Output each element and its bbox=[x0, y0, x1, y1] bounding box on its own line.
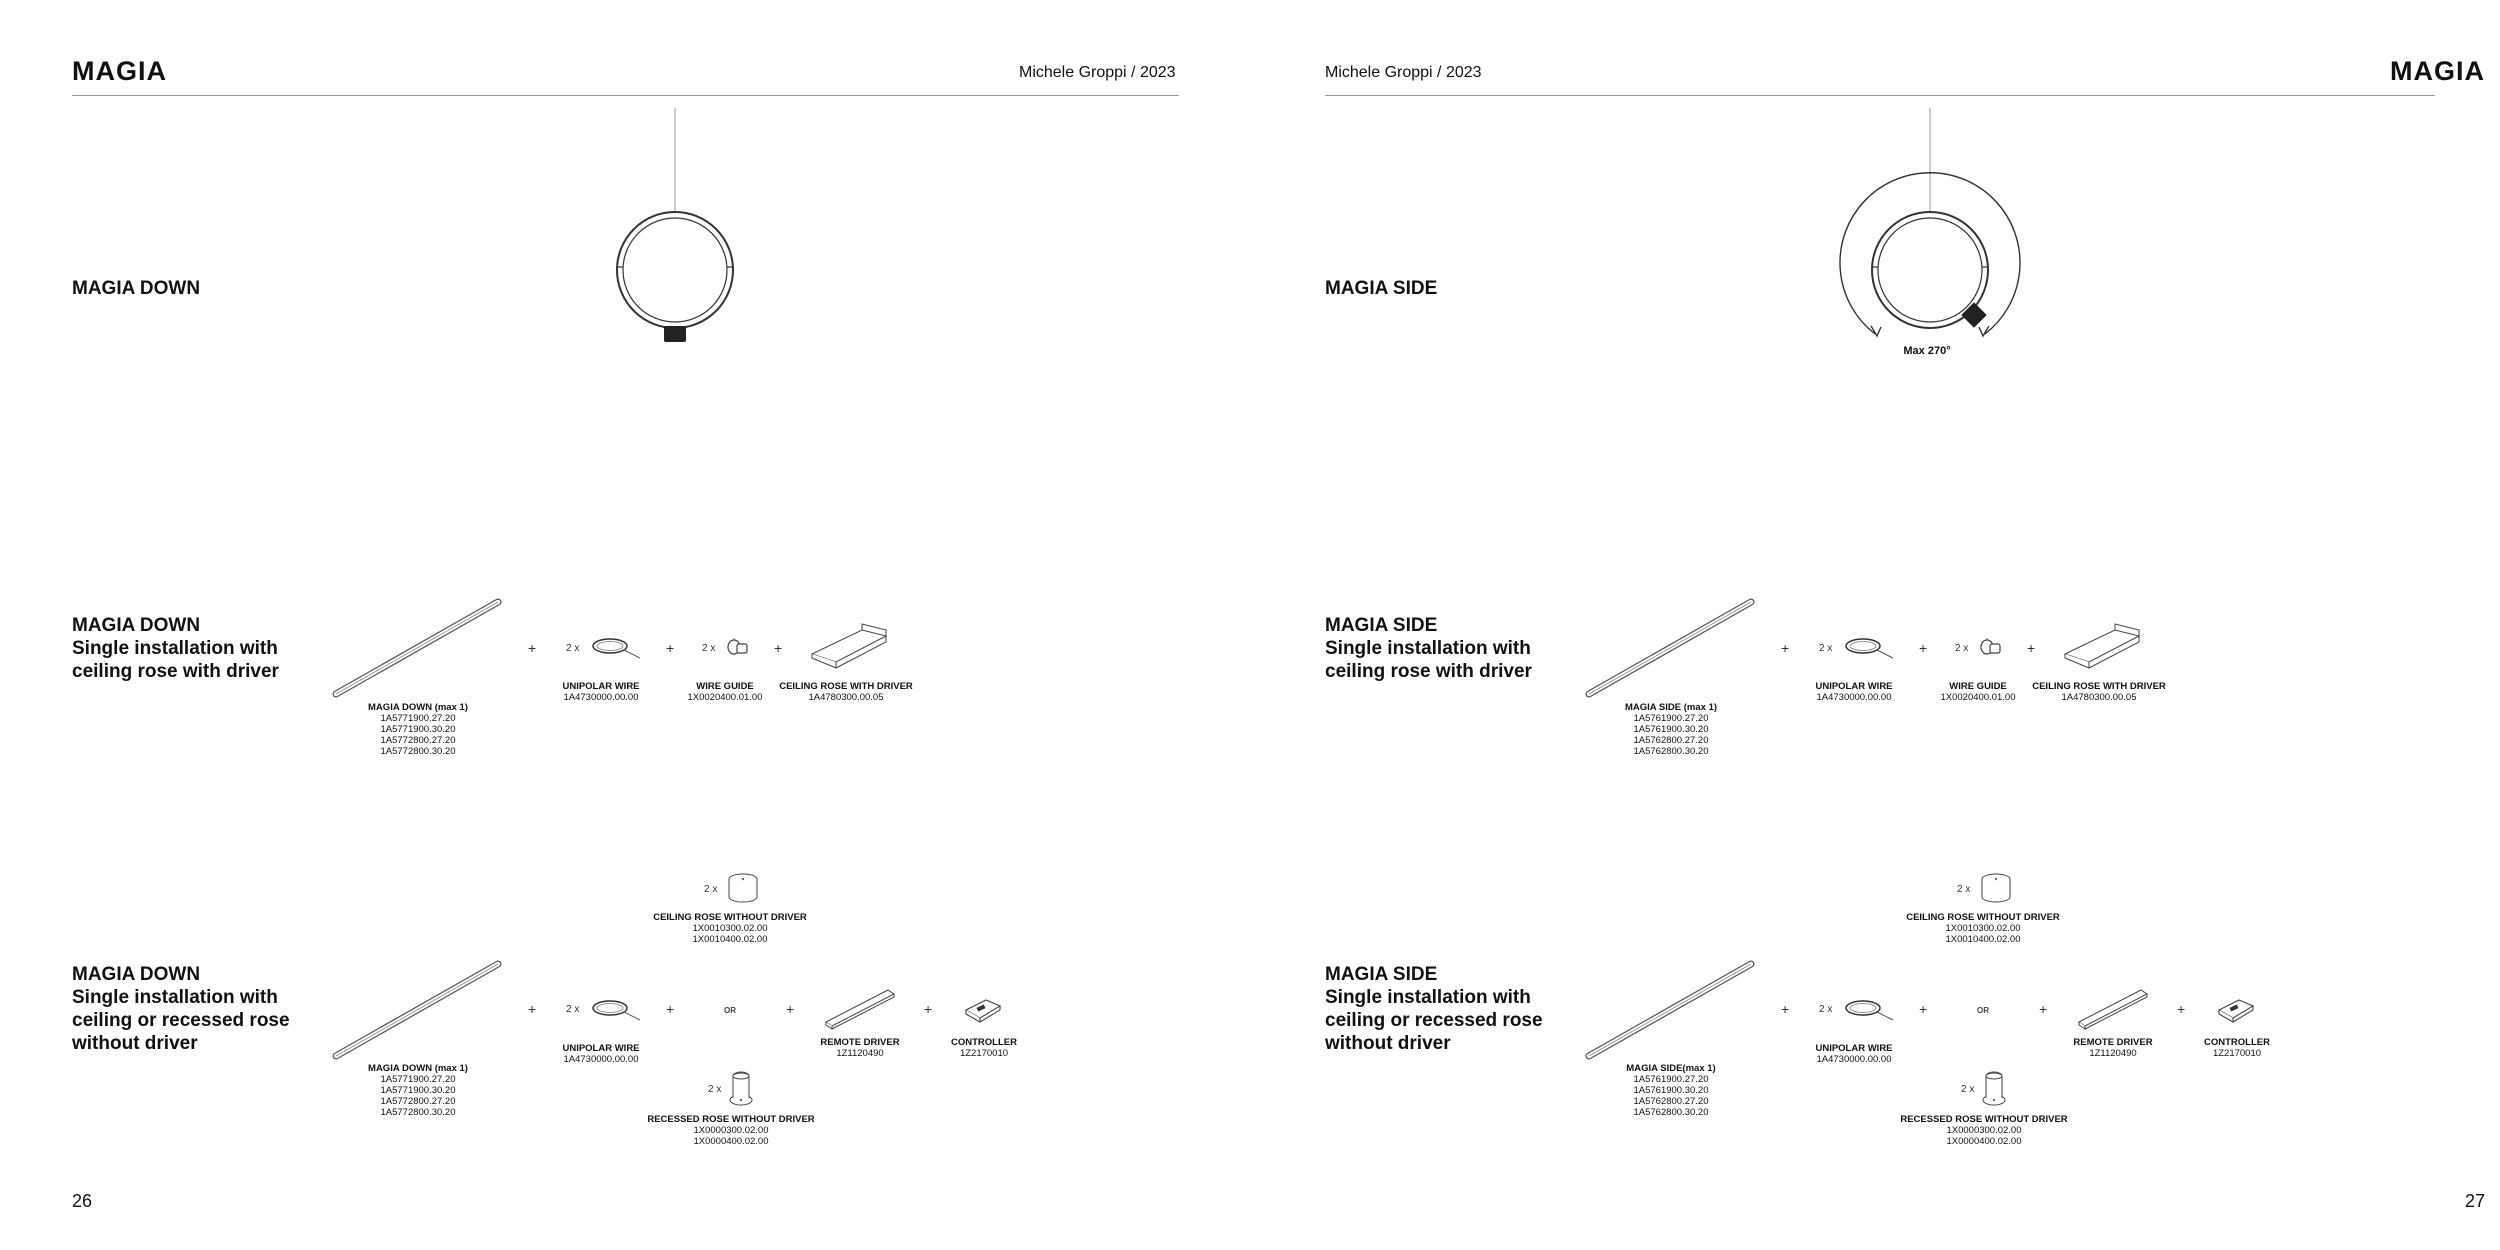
section-a-title: MAGIA SIDE Single installation with ceiling rose with driver bbox=[1325, 615, 1532, 682]
wire-guide-caption: WIRE GUIDE 1X0020400.01.00 bbox=[1940, 681, 2016, 703]
quantity-label: 2 x bbox=[566, 643, 580, 654]
quantity-label: 2 x bbox=[702, 643, 716, 654]
wire-guide-caption: WIRE GUIDE 1X0020400.01.00 bbox=[687, 681, 763, 703]
plus-sign: + bbox=[774, 640, 783, 656]
ceiling-rose-without-driver-icon bbox=[726, 872, 760, 906]
lamp-b-caption: MAGIA SIDE(max 1) 1A5761900.27.20 1A5761900.30.20 1A5762800.27.20 1A5762800.30.20 bbox=[1626, 1063, 1716, 1118]
linear-lamp-icon bbox=[1585, 598, 1757, 698]
designer-credit: Michele Groppi / 2023 bbox=[1325, 64, 1482, 81]
unipolar-wire-icon bbox=[1843, 636, 1895, 666]
controller-caption: CONTROLLER 1Z2170010 bbox=[2204, 1037, 2270, 1059]
recessed-rose-icon bbox=[1981, 1070, 2007, 1108]
section-b-title: MAGIA DOWN Single installation with ceiling or recessed rose without driver bbox=[72, 964, 290, 1054]
unipolar-wire-icon bbox=[590, 636, 642, 666]
plus-sign: + bbox=[2039, 1001, 2048, 1017]
plus-sign: + bbox=[2027, 640, 2036, 656]
unipolar-wire-icon bbox=[1843, 998, 1895, 1028]
remote-driver-caption: REMOTE DRIVER 1Z1120490 bbox=[2073, 1037, 2153, 1059]
wire-guide-icon bbox=[1979, 638, 2003, 660]
plus-sign: + bbox=[924, 1001, 933, 1017]
page-number: 27 bbox=[2464, 1191, 2485, 1211]
ceiling-rose-without-driver-caption: CEILING ROSE WITHOUT DRIVER 1X0010300.02.00 1X0010400.02.00 bbox=[653, 912, 807, 945]
or-label: OR bbox=[724, 1006, 736, 1015]
unipolar-wire-caption: UNIPOLAR WIRE 1A4730000.00.00 bbox=[562, 681, 640, 703]
ceiling-rose-with-driver-caption: CEILING ROSE WITH DRIVER 1A4780300.00.05 bbox=[779, 681, 913, 703]
plus-sign: + bbox=[666, 640, 675, 656]
ceiling-rose-with-driver-icon bbox=[810, 622, 888, 670]
ceiling-rose-with-driver-icon bbox=[2063, 622, 2141, 670]
quantity-label: 2 x bbox=[704, 884, 718, 895]
plus-sign: + bbox=[666, 1001, 675, 1017]
brand-title: MAGIA bbox=[72, 56, 167, 86]
recessed-rose-caption: RECESSED ROSE WITHOUT DRIVER 1X0000300.02.00 1X0000400.02.00 bbox=[647, 1114, 815, 1147]
magia-down-pendant-illustration bbox=[610, 108, 740, 348]
unipolar-wire-caption: UNIPOLAR WIRE 1A4730000.00.00 bbox=[1815, 681, 1893, 703]
plus-sign: + bbox=[2177, 1001, 2186, 1017]
lamp-a-caption: MAGIA SIDE (max 1) 1A5761900.27.20 1A5761900.30.20 1A5762800.27.20 1A5762800.30.20 bbox=[1624, 702, 1718, 757]
controller-icon bbox=[962, 996, 1004, 1024]
ceiling-rose-without-driver-caption: CEILING ROSE WITHOUT DRIVER 1X0010300.02.00 1X0010400.02.00 bbox=[1906, 912, 2060, 945]
quantity-label: 2 x bbox=[1819, 643, 1833, 654]
quantity-label: 2 x bbox=[1957, 884, 1971, 895]
quantity-label: 2 x bbox=[1961, 1084, 1975, 1095]
linear-lamp-icon bbox=[332, 598, 504, 698]
ceiling-rose-without-driver-icon bbox=[1979, 872, 2013, 906]
page-number: 26 bbox=[72, 1191, 93, 1211]
plus-sign: + bbox=[786, 1001, 795, 1017]
controller-icon bbox=[2215, 996, 2257, 1024]
quantity-label: 2 x bbox=[566, 1004, 580, 1015]
unipolar-wire-caption: UNIPOLAR WIRE 1A4730000.00.00 bbox=[562, 1043, 640, 1065]
ceiling-rose-with-driver-caption: CEILING ROSE WITH DRIVER 1A4780300.00.05 bbox=[2032, 681, 2166, 703]
plus-sign: + bbox=[528, 1001, 537, 1017]
section-a-title: MAGIA DOWN Single installation with ceiling rose with driver bbox=[72, 615, 279, 682]
magia-side-pendant-illustration bbox=[1830, 108, 2030, 348]
quantity-label: 2 x bbox=[1819, 1004, 1833, 1015]
lamp-b-caption: MAGIA DOWN (max 1) 1A5771900.27.20 1A5771900.30.20 1A5772800.27.20 1A5772800.30.20 bbox=[368, 1063, 468, 1118]
or-label: OR bbox=[1977, 1006, 1989, 1015]
page-right bbox=[1250, 0, 2500, 1250]
plus-sign: + bbox=[1781, 640, 1790, 656]
hero-title: MAGIA SIDE bbox=[1325, 278, 1438, 299]
remote-driver-icon bbox=[2075, 986, 2151, 1030]
linear-lamp-icon bbox=[332, 960, 504, 1060]
quantity-label: 2 x bbox=[1955, 643, 1969, 654]
remote-driver-icon bbox=[822, 986, 898, 1030]
plus-sign: + bbox=[1919, 1001, 1928, 1017]
plus-sign: + bbox=[528, 640, 537, 656]
brand-title: MAGIA bbox=[2390, 56, 2485, 86]
remote-driver-caption: REMOTE DRIVER 1Z1120490 bbox=[820, 1037, 900, 1059]
quantity-label: 2 x bbox=[708, 1084, 722, 1095]
plus-sign: + bbox=[1919, 640, 1928, 656]
hero-title: MAGIA DOWN bbox=[72, 278, 201, 299]
header-rule bbox=[1325, 95, 2435, 96]
linear-lamp-icon bbox=[1585, 960, 1757, 1060]
rotation-label: Max 270° bbox=[1903, 345, 1951, 357]
recessed-rose-icon bbox=[728, 1070, 754, 1108]
recessed-rose-caption: RECESSED ROSE WITHOUT DRIVER 1X0000300.02.00 1X0000400.02.00 bbox=[1900, 1114, 2068, 1147]
unipolar-wire-icon bbox=[590, 998, 642, 1028]
header-rule bbox=[72, 95, 1179, 96]
plus-sign: + bbox=[1781, 1001, 1790, 1017]
lamp-a-caption: MAGIA DOWN (max 1) 1A5771900.27.20 1A5771900.30.20 1A5772800.27.20 1A5772800.30.20 bbox=[368, 702, 468, 757]
wire-guide-icon bbox=[726, 638, 750, 660]
section-b-title: MAGIA SIDE Single installation with ceiling or recessed rose without driver bbox=[1325, 964, 1543, 1054]
controller-caption: CONTROLLER 1Z2170010 bbox=[951, 1037, 1017, 1059]
unipolar-wire-caption: UNIPOLAR WIRE 1A4730000.00.00 bbox=[1815, 1043, 1893, 1065]
designer-credit: Michele Groppi / 2023 bbox=[1019, 64, 1176, 81]
